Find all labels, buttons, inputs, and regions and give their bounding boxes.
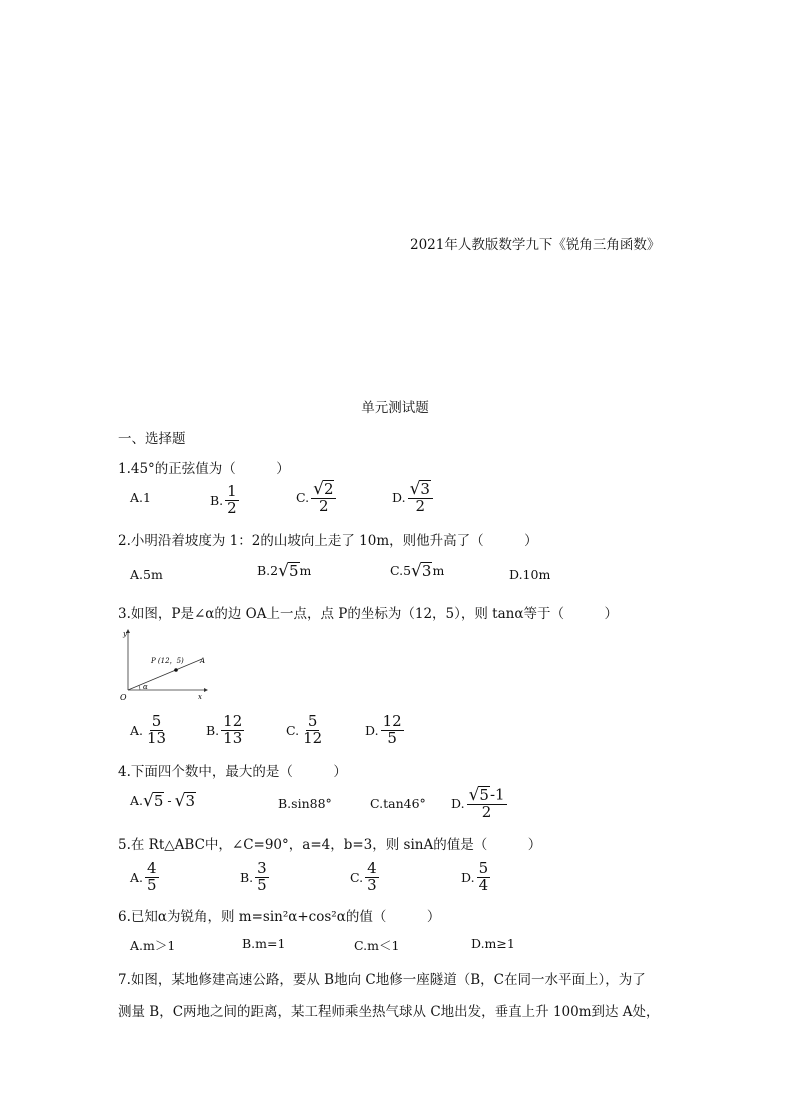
q6-option-c: C.m＜1 [354, 938, 400, 953]
q2-option-d: D.10m [509, 567, 551, 582]
q4-option-d: D. √ 5 -1 2 [451, 784, 505, 821]
question-7-line-2: 测量 B，C两地之间的距离，某工程师乘坐热气球从 C地出发，垂直上升 100m到达 A处， [118, 1004, 660, 1020]
question-3: 3.如图，P是∠α的边 OA上一点，点 P的坐标为（12，5），则 tanα等于（ ） [118, 606, 618, 622]
q1-option-a: A. 1 [130, 490, 151, 505]
q2-option-c: C. 5 √ 3 m [390, 560, 445, 581]
document-title: 2021年人教版数学九下《锐角三角函数》 [410, 237, 661, 253]
q3-option-d: D. $\frac{12}{5}$ [365, 712, 402, 747]
q6-option-d: D.m≥1 [471, 936, 515, 951]
x-axis-label: x [198, 693, 202, 701]
q3-coordinate-figure [116, 626, 210, 706]
fraction: $\frac{5}{12}$ [303, 712, 323, 747]
q5-option-b: B. $\frac{3}{5}$ [240, 859, 267, 894]
point-a-label: A [200, 657, 206, 665]
q2-option-b: B. 2 √ 5 m [257, 560, 312, 581]
point-p-label: P (12，5) [151, 657, 184, 665]
fraction: $\frac{1}{2}$ [227, 482, 237, 517]
q4-option-a: A. √ 5 - √ 3 [130, 790, 196, 811]
fraction: √ 5 -1 2 [468, 784, 505, 821]
q5-option-d: D. $\frac{5}{4}$ [461, 859, 489, 894]
q1-option-c: C. √ 2 2 [296, 480, 336, 514]
q6-option-b: B.m=1 [242, 936, 286, 951]
origin-label: O [120, 693, 127, 702]
q5-option-c: C. $\frac{4}{3}$ [350, 859, 377, 894]
fraction: $\frac{12}{5}$ [382, 712, 402, 747]
q1-option-b: B. $\frac{1}{2}$ [210, 482, 237, 517]
q3-option-b: B. $\frac{12}{13}$ [206, 712, 243, 747]
x-axis-arrow [204, 688, 208, 692]
fraction: √ 2 2 [311, 480, 336, 514]
fraction: $\frac{3}{5}$ [257, 859, 267, 894]
question-7-line-1: 7.如图，某地修建高速公路，要从 B地向 C地修一座隧道（B，C在同一水平面上），为了 [118, 972, 646, 988]
q4-option-c: C.tan46° [370, 796, 426, 811]
fraction: √ 3 2 [408, 480, 433, 514]
question-2: 2.小明沿着坡度为 1：2的山坡向上走了 10m，则他升高了（ ） [118, 533, 538, 549]
q5-option-a: A. $\frac{4}{5}$ [130, 859, 157, 894]
fraction: $\frac{5}{4}$ [478, 859, 489, 894]
q6-option-a: A.m＞1 [130, 938, 176, 953]
question-6: 6.已知α为锐角，则 m=sin²α+cos²α的值（ ） [118, 909, 441, 925]
point-p [174, 668, 178, 672]
q4-option-b: B.sin88° [278, 796, 332, 811]
fraction: $\frac{12}{13}$ [223, 712, 243, 747]
question-1: 1.45°的正弦值为（ ） [118, 461, 290, 477]
q3-option-c: C. $\frac{5}{12}$ [286, 712, 323, 747]
section-heading: 一、选择题 [118, 431, 186, 447]
fraction: $\frac{4}{5}$ [147, 859, 157, 894]
fraction: $\frac{5}{13}$ [147, 712, 167, 747]
fraction: $\frac{4}{3}$ [367, 859, 377, 894]
question-4: 4.下面四个数中，最大的是（ ） [118, 764, 347, 780]
alpha-label: α [143, 683, 148, 691]
document-subtitle: 单元测试题 [361, 400, 429, 416]
q1-option-d: D. √ 3 2 [392, 480, 433, 514]
question-5: 5.在 Rt△ABC中，∠C=90°，a=4，b=3，则 sinA的值是（ ） [118, 837, 542, 853]
q3-option-a: A. $\frac{5}{13}$ [130, 712, 167, 747]
y-axis-label: y [123, 630, 127, 638]
q2-option-a: A.5m [130, 567, 163, 582]
angle-arc [139, 686, 140, 691]
